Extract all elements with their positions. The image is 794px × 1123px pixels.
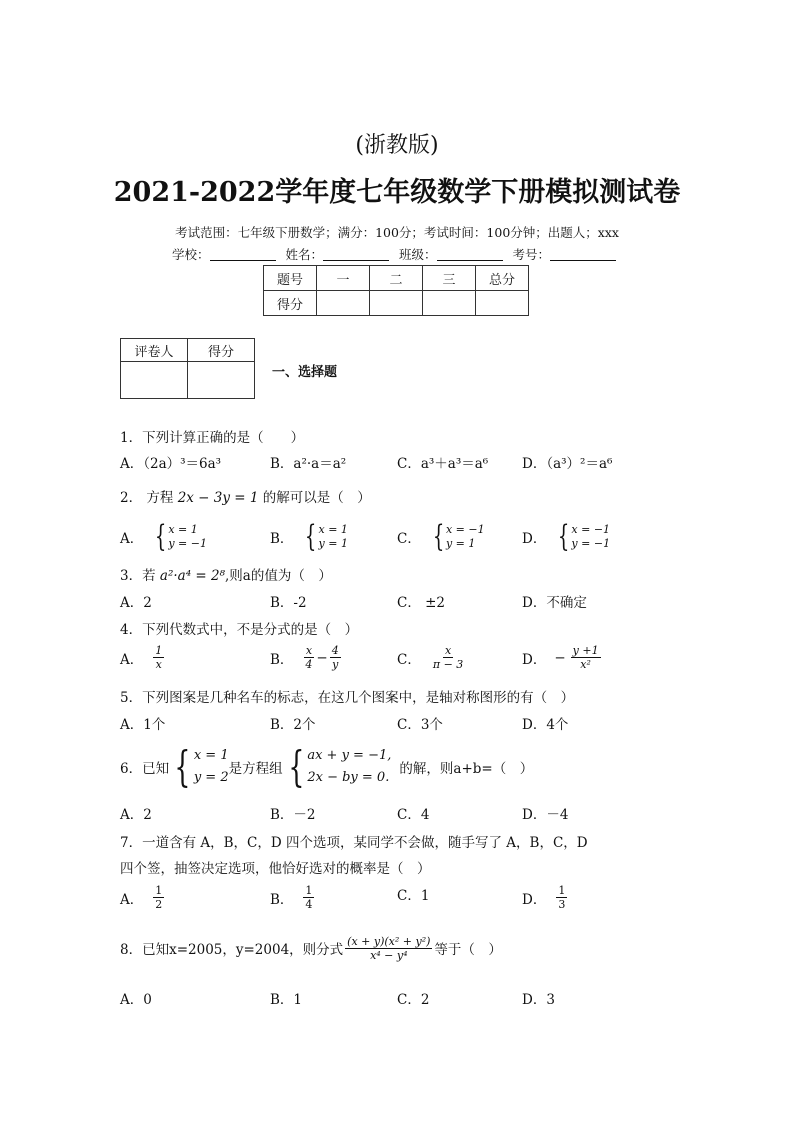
denominator: 2 xyxy=(155,898,163,911)
question-7-options xyxy=(120,884,780,918)
numerator: 4 xyxy=(331,644,339,657)
option-c[interactable] xyxy=(397,644,467,671)
equation: y = −1 xyxy=(571,537,611,550)
question-1-stem: 1．下列计算正确的是（ ） xyxy=(120,430,305,446)
denominator: 4 xyxy=(305,898,313,911)
option-d[interactable]: D．（a³）²＝a⁶ xyxy=(522,456,613,472)
option-b[interactable] xyxy=(270,884,316,911)
option-d[interactable] xyxy=(522,519,611,554)
stem-suffix: 等于（ ） xyxy=(434,942,502,958)
option-a[interactable] xyxy=(120,884,166,911)
option-label: B． xyxy=(270,891,294,908)
question-7-stem-line1: 7．一道含有 A，B，C，D 四个选项，某同学不会做，随手写了 A，B，C，D xyxy=(120,835,588,851)
name-field[interactable] xyxy=(323,248,389,261)
equation-system: { x = 1 y = −1 xyxy=(155,519,207,554)
fraction xyxy=(303,644,314,671)
equation: x = 1 xyxy=(318,523,348,536)
fraction xyxy=(556,884,567,911)
option-a[interactable]: A．0 xyxy=(120,992,152,1008)
equation-system: { ax + y = −1, 2x − by = 0. xyxy=(287,742,392,791)
numerator: 1 xyxy=(558,884,566,897)
option-label: C．1 xyxy=(397,888,430,904)
fraction xyxy=(153,884,164,911)
numerator: 1 xyxy=(155,884,163,897)
question-7-stem-line2: 四个签，抽签决定选项，他恰好选对的概率是（ ） xyxy=(120,861,431,877)
grader-header: 得分 xyxy=(188,339,255,362)
option-c[interactable]: C．a³＋a³＝a⁶ xyxy=(397,456,489,472)
score-row-label: 得分 xyxy=(264,291,317,316)
equation: y = 1 xyxy=(445,537,476,550)
equation: y = 1 xyxy=(318,537,348,550)
equation-system: { x = 1 y = 1 xyxy=(305,519,348,554)
minus-sign: − xyxy=(554,649,566,666)
option-label: B． xyxy=(270,531,294,547)
numerator: x xyxy=(305,644,313,657)
option-label: A． xyxy=(120,651,144,668)
equation-system: { x = −1 y = 1 xyxy=(432,519,485,554)
fraction xyxy=(330,644,341,671)
section-title: 一、选择题 xyxy=(272,365,338,380)
option-d[interactable] xyxy=(522,644,603,671)
denominator: π − 3 xyxy=(432,658,464,671)
score-header: 三 xyxy=(423,266,476,291)
grader-cell[interactable] xyxy=(188,362,255,399)
stem-prefix: 6．已知 xyxy=(120,761,170,777)
option-c[interactable] xyxy=(397,884,429,904)
option-b[interactable] xyxy=(270,644,343,671)
stem-mid: 是方程组 xyxy=(228,761,283,777)
question-3-stem xyxy=(120,564,332,584)
stem-suffix: 的解可以是（ ） xyxy=(262,490,371,506)
numerator: (x + y)(x² + y²) xyxy=(347,934,431,948)
grader-cell[interactable] xyxy=(121,362,188,399)
question-4-options xyxy=(120,644,780,678)
option-d[interactable]: D．4个 xyxy=(522,717,569,733)
numerator: 1 xyxy=(155,644,163,657)
fraction xyxy=(303,884,314,911)
stem-prefix: 2． 方程 xyxy=(120,490,174,506)
option-d[interactable] xyxy=(522,884,569,911)
option-c[interactable]: C．4 xyxy=(397,807,430,823)
score-cell[interactable] xyxy=(370,291,423,316)
equation: y = 2 xyxy=(193,770,229,785)
school-field[interactable] xyxy=(210,248,276,261)
question-5-options xyxy=(120,713,780,743)
equation-system: { x = 1 y = 2 xyxy=(174,742,229,791)
option-label: A． xyxy=(120,531,144,547)
option-c[interactable]: C．3个 xyxy=(397,717,443,733)
equation: x = −1 xyxy=(445,523,485,536)
option-label: C． xyxy=(397,531,421,547)
option-a[interactable]: A．2 xyxy=(120,807,152,823)
option-label: B． xyxy=(270,651,294,668)
option-b[interactable]: B．1 xyxy=(270,992,303,1008)
option-a[interactable]: A．2 xyxy=(120,595,152,611)
score-cell[interactable] xyxy=(423,291,476,316)
option-label: A． xyxy=(120,891,144,908)
question-6-options xyxy=(120,803,780,833)
exam-title: 2021-2022学年度七年级数学下册模拟测试卷 xyxy=(113,177,681,208)
question-8-stem xyxy=(120,930,502,966)
option-d[interactable]: D．不确定 xyxy=(522,595,587,611)
question-3-options xyxy=(120,591,780,621)
option-b[interactable]: B．-2 xyxy=(270,595,307,611)
option-c[interactable]: C．2 xyxy=(397,992,430,1008)
option-label: D． xyxy=(522,651,547,668)
exam-info: 考试范围：七年级下册数学；满分：100分；考试时间：100分钟；出题人；xxx xyxy=(175,225,619,240)
option-label: D． xyxy=(522,891,547,908)
score-table xyxy=(263,265,529,316)
question-4-stem: 4．下列代数式中，不是分式的是（ ） xyxy=(120,622,359,638)
option-d[interactable]: D．－4 xyxy=(522,807,569,823)
fraction xyxy=(431,644,465,671)
score-header: 二 xyxy=(370,266,423,291)
edition-label: (浙教版) xyxy=(355,133,439,158)
option-d[interactable]: D．3 xyxy=(522,992,555,1008)
option-a[interactable]: A．（2a）³＝6a³ xyxy=(120,456,222,472)
fraction xyxy=(345,935,432,962)
equation-system: { x = −1 y = −1 xyxy=(558,519,611,554)
question-2-options xyxy=(120,518,780,556)
numerator: x xyxy=(444,644,452,657)
school-label: 学校： xyxy=(171,247,210,262)
denominator: x xyxy=(155,658,162,671)
stem-prefix: 3．若 xyxy=(120,568,156,584)
class-label: 班级： xyxy=(398,247,437,262)
numerator: 1 xyxy=(305,884,313,897)
denominator: x² xyxy=(580,658,591,671)
denominator: 4 xyxy=(305,658,313,671)
option-b[interactable]: B．－2 xyxy=(270,807,316,823)
equation: ax + y = −1, xyxy=(307,748,392,763)
question-1-options xyxy=(120,452,780,482)
stem-math: 2x − 3y = 1 xyxy=(177,490,259,506)
exam-number-field[interactable] xyxy=(550,248,616,261)
grader-table xyxy=(120,338,255,399)
fraction xyxy=(571,644,601,671)
score-cell[interactable] xyxy=(317,291,370,316)
score-header: 题号 xyxy=(264,266,317,291)
question-2-stem xyxy=(120,486,371,506)
option-b[interactable]: B．2个 xyxy=(270,717,316,733)
class-field[interactable] xyxy=(437,248,503,261)
grader-header: 评卷人 xyxy=(121,339,188,362)
option-c[interactable] xyxy=(397,519,485,554)
stem-suffix: 的解，则a+b=（ ） xyxy=(399,761,534,777)
minus-sign: − xyxy=(316,649,328,666)
score-header: 总分 xyxy=(476,266,529,291)
score-cell[interactable] xyxy=(476,291,529,316)
option-b[interactable]: B．a²·a＝a² xyxy=(270,456,347,472)
equation: x = 1 xyxy=(168,523,198,536)
equation: y = −1 xyxy=(168,537,207,550)
student-fields xyxy=(0,245,794,263)
exam-number-label: 考号： xyxy=(512,247,550,262)
denominator: 3 xyxy=(558,898,566,911)
stem-suffix: ,则a的值为（ ） xyxy=(225,568,332,584)
denominator: x⁴ − y⁴ xyxy=(370,948,408,962)
option-label: C． xyxy=(397,651,421,668)
question-8-options xyxy=(120,988,780,1018)
option-a[interactable] xyxy=(120,519,207,554)
score-header: 一 xyxy=(317,266,370,291)
option-label: D． xyxy=(522,531,547,547)
numerator: y +1 xyxy=(572,644,599,657)
option-b[interactable] xyxy=(270,519,348,554)
stem-prefix: 8．已知x=2005，y=2004，则分式 xyxy=(120,942,344,958)
denominator: y xyxy=(332,658,339,671)
fraction xyxy=(153,644,164,671)
option-a[interactable] xyxy=(120,644,166,671)
equation: 2x − by = 0. xyxy=(307,770,390,785)
question-6-stem xyxy=(120,742,533,792)
option-c[interactable]: C． ±2 xyxy=(397,595,446,611)
question-5-stem: 5．下列图案是几种名车的标志，在这几个图案中，是轴对称图形的有（ ） xyxy=(120,690,575,706)
equation: x = −1 xyxy=(571,523,611,536)
equation: x = 1 xyxy=(193,748,229,763)
stem-math: a²·a⁴ = 2⁸ xyxy=(159,568,225,584)
name-label: 姓名： xyxy=(285,247,323,262)
option-a[interactable]: A．1个 xyxy=(120,717,166,733)
